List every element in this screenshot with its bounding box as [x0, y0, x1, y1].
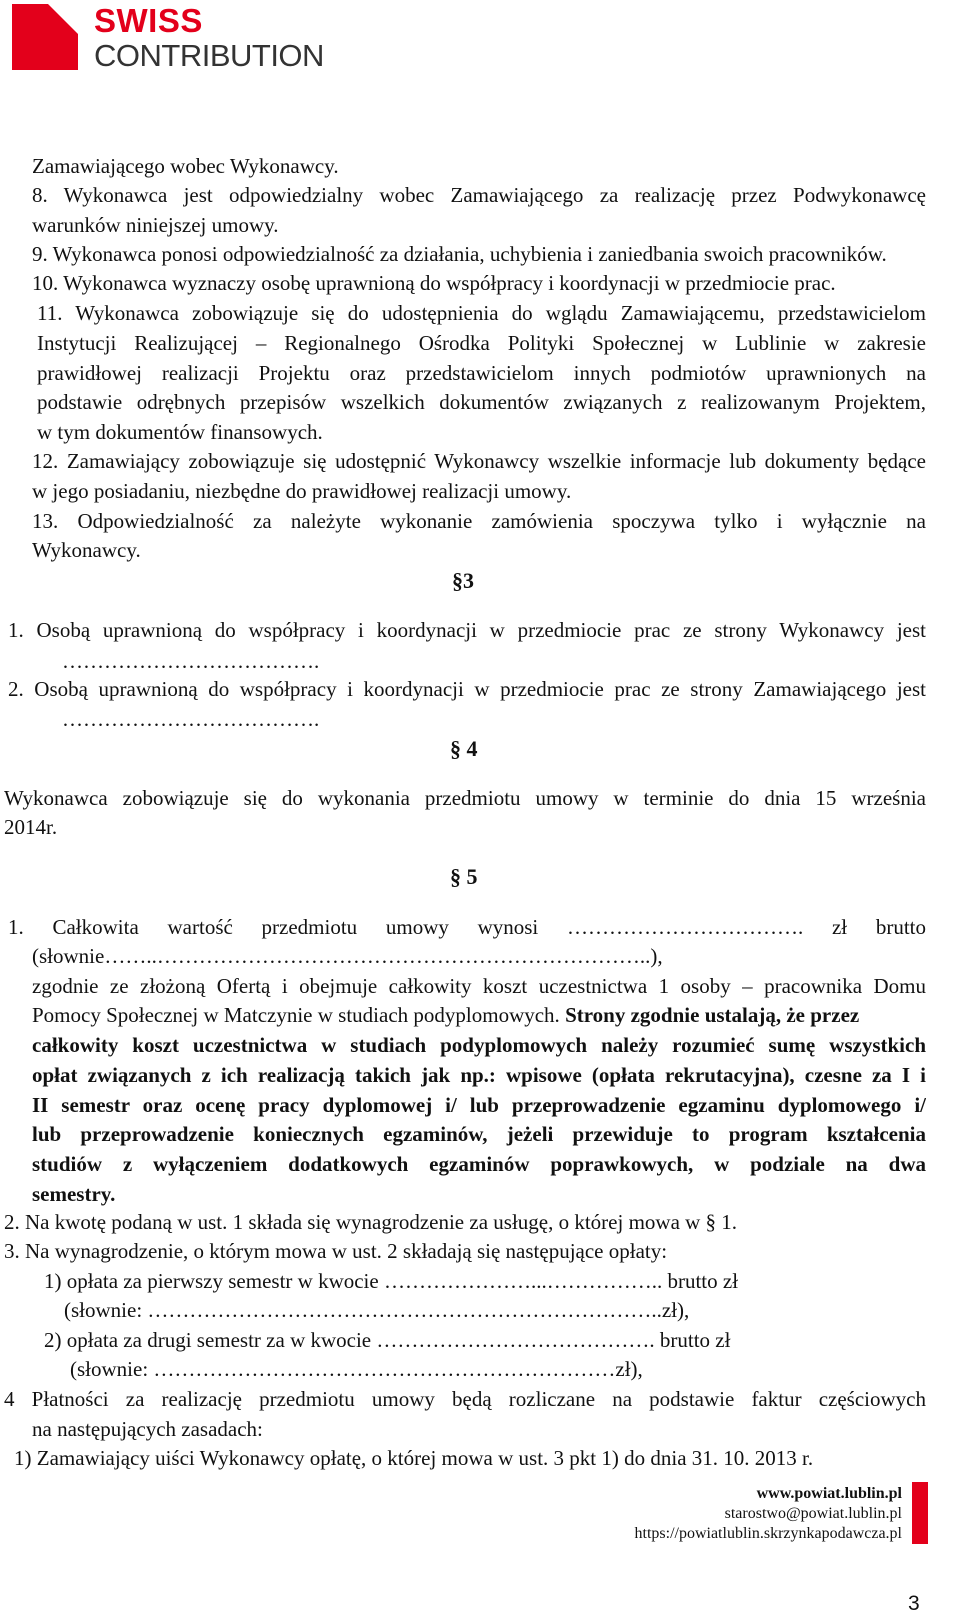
section-5-bold-line: semestry. [32, 1182, 116, 1206]
section-5-heading: § 5 [450, 864, 478, 889]
section-3-line: 2. Osobą uprawnioną do współpracy i koordynacji w przedmiocie prac ze strony Zamawiającego jest [8, 677, 926, 701]
page-number: 3 [908, 1592, 920, 1615]
section-5-line: 2. Na kwotę podaną w ust. 1 składa się wynagrodzenie za usługę, o której mowa w § 1. [4, 1210, 738, 1234]
body-line: 9. Wykonawca ponosi odpowiedzialność za działania, uchybienia i zaniedbania swoich pracowników. [32, 242, 887, 266]
section-5-line: na następujących zasadach: [32, 1417, 263, 1441]
section-3-heading: §3 [452, 568, 474, 593]
logo-line1: SWISS [94, 2, 203, 39]
section-4-line: Wykonawca zobowiązuje się do wykonania przedmiotu umowy w terminie do dnia 15 września [4, 786, 926, 810]
section-3-line: ………………………………. [62, 707, 320, 731]
section-5-bold-line: całkowity koszt uczestnictwa w studiach podyplomowych należy rozumieć sumę wszystkich [32, 1033, 926, 1057]
section-5-line: 1) Zamawiający uiści Wykonawcy opłatę, o której mowa w ust. 3 pkt 1) do dnia 31. 10. 2013 r. [14, 1446, 814, 1470]
body-line: 11. Wykonawca zobowiązuje się do udostępnienia do wglądu Zamawiającemu, przedstawicielom [37, 301, 926, 325]
section-5-bold-line: II semestr oraz ocenę pracy dyplomowej i/ lub przeprowadzenie egzaminu dyplomowego i/ [32, 1093, 926, 1117]
section-5-bold-line: lub przeprowadzenie koniecznych egzaminów, jeżeli przewiduje to program kształcenia [32, 1122, 926, 1146]
section-5-line: 2) opłata za drugi semestr za w kwocie …………………………………. brutto zł [44, 1328, 731, 1352]
body-line: 8. Wykonawca jest odpowiedzialny wobec Zamawiającego za realizację przez Podwykonawcę [32, 183, 926, 207]
section-5-bold-line: Strony zgodnie ustalają, że przez [565, 1003, 860, 1027]
body-line: podstawie odrębnych przepisów wszelkich dokumentów związanych z realizowanym Projektem, [37, 390, 926, 414]
body-line: prawidłowej realizacji Projektu oraz przedstawicielom innych podmiotów uprawnionych na [37, 361, 926, 385]
section-3-line: ………………………………. [62, 649, 320, 673]
section-5-line: 1. Całkowita wartość przedmiotu umowy wynosi ……………………………. zł brutto [8, 915, 926, 939]
logo-line2: CONTRIBUTION [94, 38, 324, 73]
section-4-line: 2014r. [4, 815, 58, 839]
footer-email-link[interactable]: starostwo@powiat.lublin.pl [724, 1505, 902, 1522]
footer-website-link[interactable]: www.powiat.lublin.pl [756, 1485, 902, 1502]
section-5-line: 1) opłata za pierwszy semestr w kwocie …………………...…………….. brutto zł [44, 1269, 739, 1293]
body-line: warunków niniejszej umowy. [32, 213, 279, 237]
section-5-line: 4 Płatności za realizację przedmiotu umowy będą rozliczane na podstawie faktur częściowych [4, 1387, 926, 1411]
body-line: 12. Zamawiający zobowiązuje się udostępnić Wykonawcy wszelkie informacje lub dokumenty będące [32, 449, 926, 473]
body-line: w jego posiadaniu, niezbędne do prawidłowej realizacji umowy. [32, 479, 572, 503]
section-5-line: (słownie……..……………………………………………………………..), [32, 944, 663, 968]
section-5-line: zgodnie ze złożoną Ofertą i obejmuje całkowity koszt uczestnictwa 1 osoby – pracownika Domu [32, 974, 926, 998]
section-5-mixed-line [32, 1002, 926, 1028]
logo-flag-icon [12, 4, 78, 70]
section-5-bold-line: studiów z wyłączeniem dodatkowych egzaminów poprawkowych, w podziale na dwa [32, 1152, 926, 1176]
section-5-line: 3. Na wynagrodzenie, o którym mowa w ust. 2 składają się następujące opłaty: [4, 1239, 668, 1263]
section-4-heading: § 4 [450, 736, 478, 761]
footer-inbox-link[interactable]: https://powiatlublin.skrzynkapodawcza.pl [634, 1525, 902, 1542]
body-line: Instytucji Realizującej – Regionalnego Ośrodka Polityki Społecznej w Lublinie w zakresie [37, 331, 926, 355]
section-5-line: (słownie: ………………………………………………………………..zł), [64, 1298, 690, 1322]
body-line: Zamawiającego wobec Wykonawcy. [32, 154, 339, 178]
section-5-line: (słownie: …………………………………………………………zł), [70, 1357, 643, 1381]
body-line: 13. Odpowiedzialność za należyte wykonanie zamówienia spoczywa tylko i wyłącznie na [32, 509, 926, 533]
body-line: w tym dokumentów finansowych. [37, 420, 323, 444]
section-5-line: Pomocy Społecznej w Matczynie w studiach podyplomowych. [32, 1003, 566, 1027]
body-line: Wykonawcy. [32, 538, 141, 562]
footer-accent-bar [912, 1482, 928, 1544]
logo-text [94, 4, 324, 71]
section-3-line: 1. Osobą uprawnioną do współpracy i koordynacji w przedmiocie prac ze strony Wykonawcy jest [8, 618, 926, 642]
body-line: 10. Wykonawca wyznaczy osobę uprawnioną do współpracy i koordynacji w przedmiocie prac. [32, 271, 836, 295]
section-5-bold-line: opłat związanych z ich realizacją takich jak np.: wpisowe (opłata rekrutacyjna), czesne za I i [32, 1063, 926, 1087]
